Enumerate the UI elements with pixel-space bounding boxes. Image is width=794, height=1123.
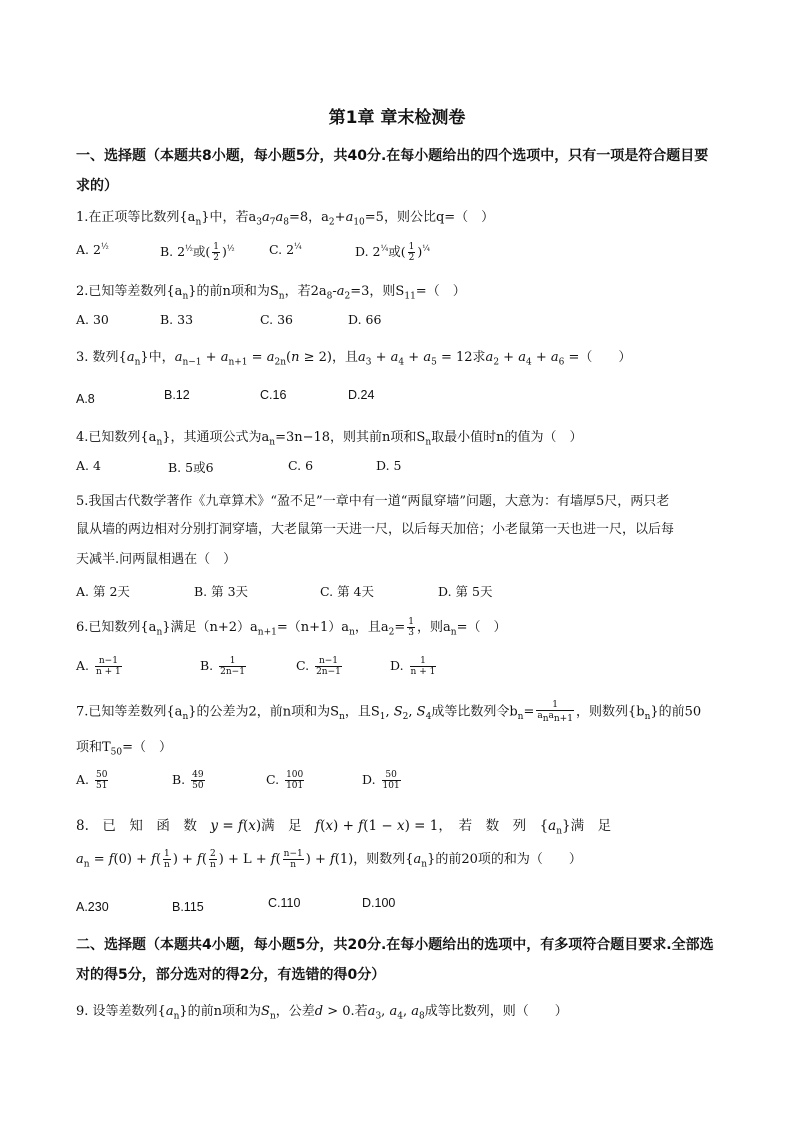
q2-option-d[interactable]: D. 66: [348, 312, 382, 327]
question-8-line-2: $a_n = f(0) + f$( $\frac{1}{n}$ ) + f( $\frac{2}{n}$ ) + L + f( $\frac{n-1}{n}$ ) + f(1)，则数列$\{a_n\}$的前20项的和为（ ）: [76, 849, 582, 870]
q1-option-d[interactable]: D. $2^{\frac{1}{4}}$或( $\frac{1}{2}$ )$^{\frac{1}{4}}$: [355, 242, 431, 263]
question-2-stem: 2.已知等差数列$\{a_n\}$的前n项和为$S_n$，若$2a_8-a_2=3$，则$S_{11}=$（ ）: [76, 284, 466, 302]
q1-option-c[interactable]: C. $2^{\frac{1}{4}}$: [269, 242, 302, 258]
section-1-heading-line1: 一、选择题（本题共8小题，每小题5分，共40分.在每小题给出的四个选项中，只有一项是符合题目要: [76, 148, 709, 164]
question-9-stem: 9. 设等差数列$\{a_n\}$的前n项和为$S_n$，公差d > 0.若$a_3$, $a_4$, $a_8$成等比数列，则（ ）: [76, 1004, 568, 1022]
question-6-stem: 6.已知数列$\{a_n\}$满足$(n+2)a_{n+1}=(n+1)a_n$，且$a_2=$ $\frac{1}{3}$ ，则$a_n=$（ ）: [76, 617, 507, 638]
q6-option-a[interactable]: A. $\frac{n-1}{n + 1}$: [76, 656, 121, 677]
q7-option-b[interactable]: B. $\frac{49}{50}$: [172, 770, 204, 791]
q8-option-b[interactable]: B.115: [172, 900, 204, 914]
q2-option-b[interactable]: B. 33: [160, 312, 194, 327]
section-1-heading-line2: 求的）: [76, 178, 118, 194]
q6-option-c[interactable]: C. $\frac{n-1}{2n-1}$: [296, 656, 341, 677]
q2-option-c[interactable]: C. 36: [260, 312, 293, 327]
q6-option-b[interactable]: B. $\frac{1}{2n-1}$: [200, 656, 245, 677]
q4-option-b[interactable]: B. 5或6: [168, 460, 214, 475]
question-3-stem: 3. 数列$\{a_n\}$中，$a_{n-1} + a_{n+1} = a_{2n}(n \ge 2)$，且$a_3 + a_4 + a_5 = 12$求$a_2 + a_4 + a_6$ =（ ）: [76, 350, 632, 368]
question-8-line-1: 8. 已 知 函 数 y = f(x)满 足 f(x) + f(1 − x) = 1， 若 数 列 $\{a_n\}$满 足: [76, 818, 612, 837]
q3-option-a[interactable]: A.8: [76, 392, 95, 406]
question-1-stem: 1.在正项等比数列$\{a_n\}$中，若$a_3a_7a_8=8$，$a_2+a_{10}=5$，则公比q=（ ）: [76, 210, 495, 228]
q5-option-a[interactable]: A. 第 2天: [76, 584, 130, 599]
q3-option-c[interactable]: C.16: [260, 388, 287, 402]
question-5-line-1: 5.我国古代数学著作《九章算术》“盈不足”一章中有一道“两鼠穿墙”问题，大意为：有墙厚5尺，两只老: [76, 494, 670, 509]
question-5-line-3: 天减半.问两鼠相遇在（ ）: [76, 552, 237, 567]
q7-option-d[interactable]: D. $\frac{50}{101}$: [362, 770, 400, 791]
q4-option-c[interactable]: C. 6: [288, 458, 314, 473]
q7-option-c[interactable]: C. $\frac{100}{101}$: [266, 770, 304, 791]
q6-option-d[interactable]: D. $\frac{1}{n + 1}$: [390, 656, 436, 677]
q8-option-d[interactable]: D.100: [362, 896, 396, 910]
q4-option-d[interactable]: D. 5: [376, 458, 402, 473]
q5-option-b[interactable]: B. 第 3天: [194, 584, 249, 599]
q5-option-c[interactable]: C. 第 4天: [320, 584, 374, 599]
question-5-line-2: 鼠从墙的两边相对分别打洞穿墙，大老鼠第一天进一尺，以后每天加倍；小老鼠第一天也进一尺，以后每: [76, 522, 675, 537]
q3-option-b[interactable]: B.12: [164, 388, 190, 402]
question-7-line-1: 7.已知等差数列$\{a_n\}$的公差为2，前n项和为$S_n$，且$S_1$, $S_2$, $S_4$成等比数列令$b_n=$ $\frac{1}{a_na_{n+1}}$ ，则数列$\{b_n\}$的前50: [76, 700, 702, 724]
q2-option-a[interactable]: A. 30: [76, 312, 109, 327]
page-title: 第1章 章末检测卷: [328, 108, 466, 128]
q8-option-a[interactable]: A.230: [76, 900, 109, 914]
q1-option-b[interactable]: B. $2^{\frac{1}{2}}$或( $\frac{1}{2}$ )$^{\frac{1}{2}}$: [160, 242, 235, 263]
q1-option-a[interactable]: A. $2^{\frac{1}{2}}$: [76, 242, 109, 258]
q8-option-c[interactable]: C.110: [268, 896, 301, 910]
q3-option-d[interactable]: D.24: [348, 388, 375, 402]
q7-option-a[interactable]: A. $\frac{50}{51}$: [76, 770, 108, 791]
question-7-line-2: 项和$T_{50}=$（ ）: [76, 740, 173, 758]
q4-option-a[interactable]: A. 4: [76, 458, 101, 473]
section-2-heading-line2: 对的得5分，部分选对的得2分，有选错的得0分）: [76, 967, 386, 983]
question-4-stem: 4.已知数列$\{a_n\}$，其通项公式为$a_n=3n-18$，则其前n项和$S_n$取最小值时n的值为（ ）: [76, 430, 583, 448]
section-2-heading-line1: 二、选择题（本题共4小题，每小题5分，共20分.在每小题给出的选项中，有多项符合题目要求.全部选: [76, 937, 714, 953]
q5-option-d[interactable]: D. 第 5天: [438, 584, 493, 599]
